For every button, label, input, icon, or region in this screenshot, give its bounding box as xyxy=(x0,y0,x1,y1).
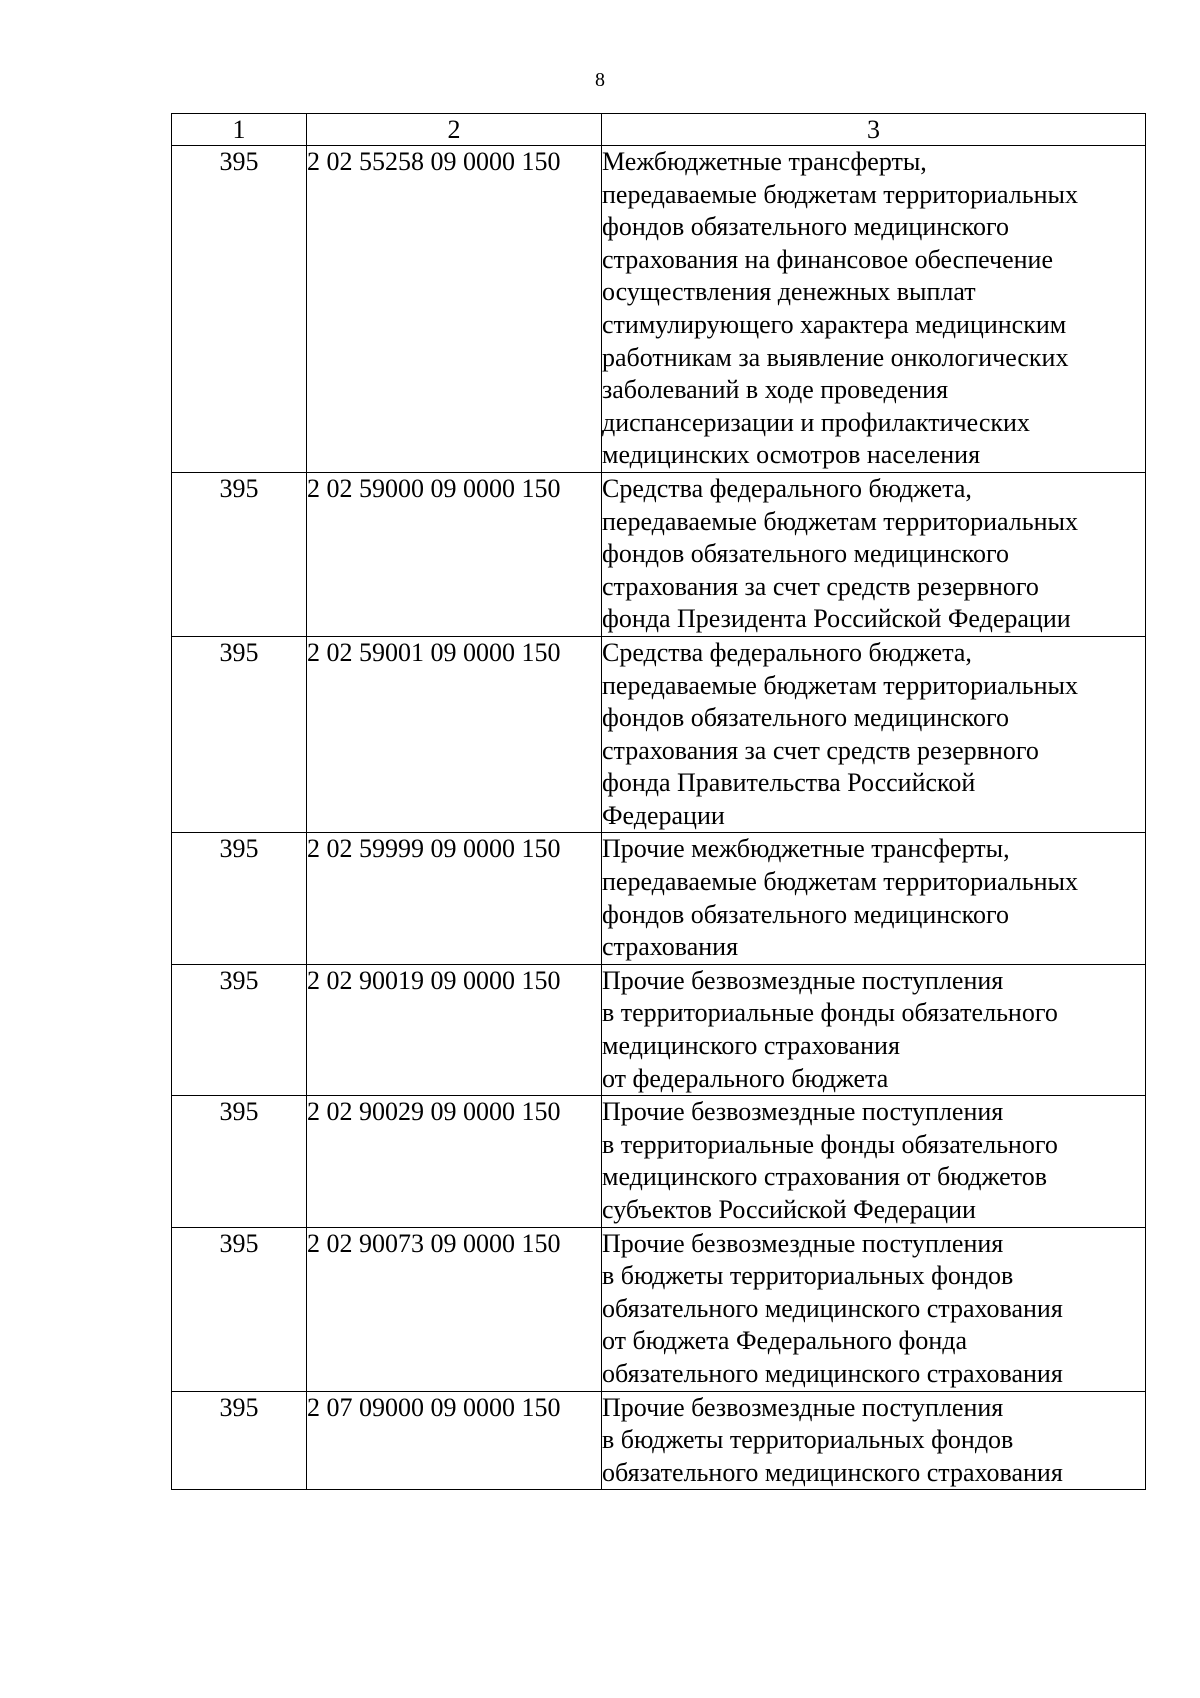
revenue-name-cell xyxy=(602,1391,1146,1490)
revenue-name-line: страхования за счет средств резервного xyxy=(602,735,1039,765)
revenue-name-line: обязательного медицинского страхования xyxy=(602,1293,1063,1323)
revenue-name-line: передаваемые бюджетам территориальных xyxy=(602,179,1079,209)
table-row xyxy=(172,146,1146,473)
revenue-name-line: фонда Президента Российской Федерации xyxy=(602,604,1071,634)
revenue-name-line: страхования xyxy=(602,932,739,962)
revenue-name-line: Федерации xyxy=(602,800,725,830)
revenue-name-line: обязательного медицинского страхования xyxy=(602,1457,1063,1487)
revenue-name-line: от бюджета Федерального фонда xyxy=(602,1326,968,1356)
table-row xyxy=(172,964,1146,1095)
admin-code-cell: 395 xyxy=(172,1096,307,1227)
revenue-name-line: фонда Правительства Российской xyxy=(602,768,976,798)
admin-code-cell: 395 xyxy=(172,472,307,636)
revenue-name-cell xyxy=(602,636,1146,833)
revenue-name-line: субъектов Российской Федерации xyxy=(602,1195,976,1224)
revenue-name-line: от федерального бюджета xyxy=(602,1063,889,1093)
revenue-code-cell: 2 02 55258 09 0000 150 xyxy=(307,146,602,473)
table-body xyxy=(172,146,1146,1490)
revenue-name-cell xyxy=(602,1096,1146,1227)
table-header-row xyxy=(172,114,1146,146)
revenue-name-line: фондов обязательного медицинского xyxy=(602,212,1010,242)
revenue-code-cell: 2 07 09000 09 0000 150 xyxy=(307,1391,602,1490)
revenue-name-cell xyxy=(602,964,1146,1095)
revenue-code-cell: 2 02 90029 09 0000 150 xyxy=(307,1096,602,1227)
revenue-name-line: диспансеризации и профилактических xyxy=(602,407,1030,437)
table-row xyxy=(172,833,1146,964)
revenue-name-cell xyxy=(602,1227,1146,1391)
column-header-3: 3 xyxy=(602,114,1146,146)
revenue-code-cell: 2 02 90019 09 0000 150 xyxy=(307,964,602,1095)
table-row xyxy=(172,1227,1146,1391)
revenue-name-line: передаваемые бюджетам территориальных xyxy=(602,867,1079,897)
revenue-name-line: Прочие безвозмездные поступления xyxy=(602,1228,1004,1258)
revenue-name-line: Средства федерального бюджета, xyxy=(602,637,972,667)
revenue-name-line: передаваемые бюджетам территориальных xyxy=(602,506,1079,536)
page-number: 8 xyxy=(595,69,605,91)
admin-code-cell: 395 xyxy=(172,1227,307,1391)
table-row xyxy=(172,472,1146,636)
revenue-name-line: в бюджеты территориальных фондов xyxy=(602,1261,1014,1291)
revenue-name-line: Прочие межбюджетные трансферты, xyxy=(602,834,1010,864)
revenue-name-line: Прочие безвозмездные поступления xyxy=(602,1392,1004,1422)
admin-code-cell: 395 xyxy=(172,964,307,1095)
revenue-code-cell: 2 02 90073 09 0000 150 xyxy=(307,1227,602,1391)
admin-code-cell: 395 xyxy=(172,833,307,964)
revenue-name-line: в территориальные фонды обязательного xyxy=(602,998,1058,1028)
revenue-name-line: работникам за выявление онкологических xyxy=(602,342,1069,372)
revenue-name-line: медицинского страхования от бюджетов xyxy=(602,1162,1047,1192)
table-row xyxy=(172,1096,1146,1227)
revenue-name-line: в бюджеты территориальных фондов xyxy=(602,1425,1014,1455)
revenue-name-line: медицинского страхования xyxy=(602,1031,900,1061)
revenue-code-cell: 2 02 59999 09 0000 150 xyxy=(307,833,602,964)
revenue-name-line: медицинских осмотров населения xyxy=(602,440,981,470)
revenue-name-line: заболеваний в ходе проведения xyxy=(602,375,949,405)
column-header-2: 2 xyxy=(307,114,602,146)
revenue-name-line: Прочие безвозмездные поступления xyxy=(602,1097,1004,1127)
revenue-name-line: передаваемые бюджетам территориальных xyxy=(602,670,1079,700)
revenue-name-cell xyxy=(602,146,1146,473)
revenue-name-line: Средства федерального бюджета, xyxy=(602,473,972,503)
revenue-name-line: стимулирующего характера медицинским xyxy=(602,309,1067,339)
revenue-name-line: осуществления денежных выплат xyxy=(602,277,976,307)
revenue-name-line: фондов обязательного медицинского xyxy=(602,899,1010,929)
admin-code-cell: 395 xyxy=(172,146,307,473)
revenue-name-cell xyxy=(602,833,1146,964)
admin-code-cell: 395 xyxy=(172,636,307,833)
revenue-name-line: страхования на финансовое обеспечение xyxy=(602,244,1054,274)
revenue-name-line: фондов обязательного медицинского xyxy=(602,539,1010,569)
column-header-1: 1 xyxy=(172,114,307,146)
revenue-name-line: фондов обязательного медицинского xyxy=(602,703,1010,733)
revenue-name-line: обязательного медицинского страхования xyxy=(602,1358,1063,1388)
revenue-name-line: Межбюджетные трансферты, xyxy=(602,147,927,176)
table-row xyxy=(172,636,1146,833)
revenue-code-cell: 2 02 59001 09 0000 150 xyxy=(307,636,602,833)
revenue-code-cell: 2 02 59000 09 0000 150 xyxy=(307,472,602,636)
revenue-name-line: Прочие безвозмездные поступления xyxy=(602,965,1004,995)
revenue-codes-table xyxy=(171,113,1146,1490)
admin-code-cell: 395 xyxy=(172,1391,307,1490)
table-row xyxy=(172,1391,1146,1490)
revenue-name-cell xyxy=(602,472,1146,636)
revenue-name-line: страхования за счет средств резервного xyxy=(602,571,1039,601)
revenue-name-line: в территориальные фонды обязательного xyxy=(602,1129,1058,1159)
